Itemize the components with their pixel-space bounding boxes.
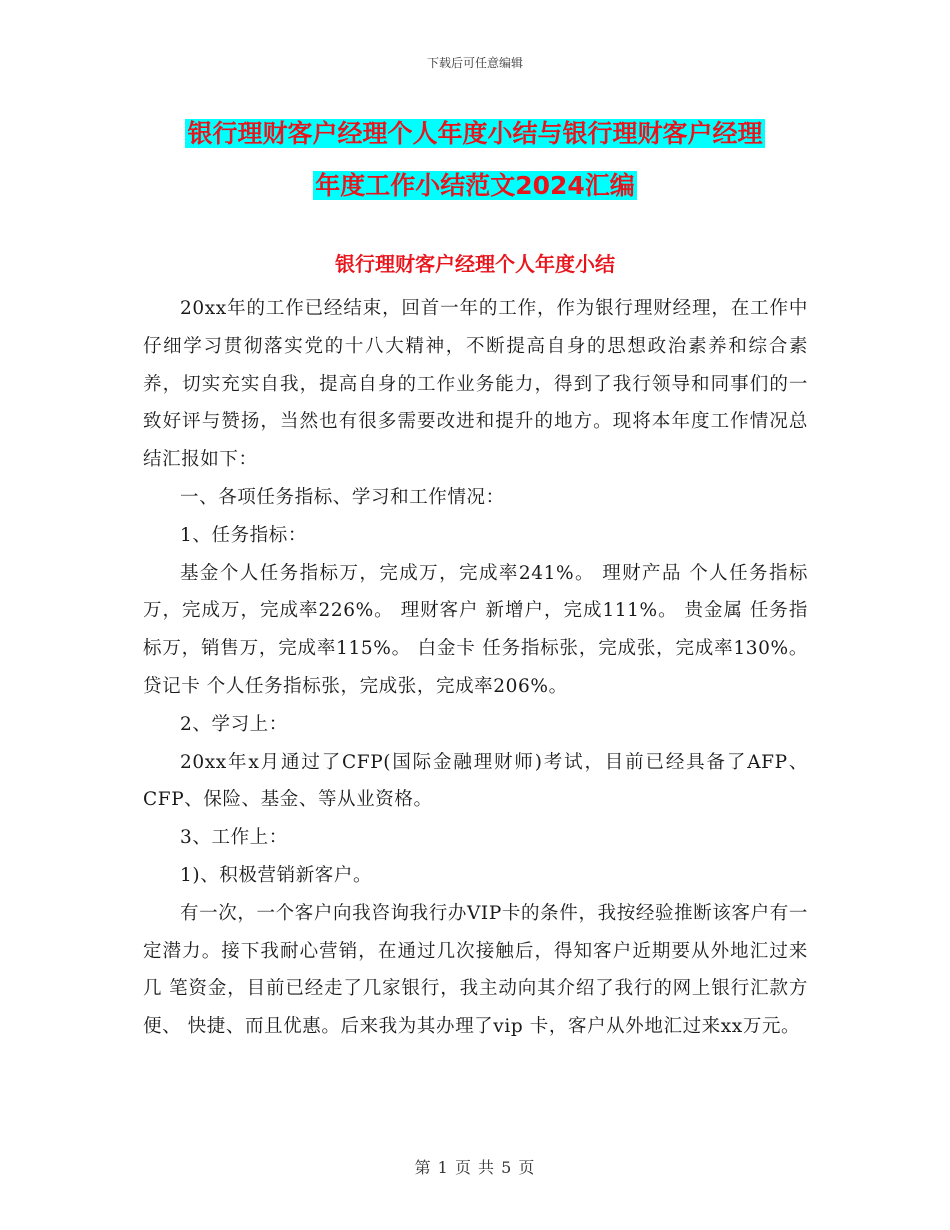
title-line-1-text: 银行理财客户经理个人年度小结与银行理财客户经理 (187, 119, 763, 148)
body-text (143, 290, 808, 1046)
paragraph-subheading-study: 2、学习上： (180, 713, 288, 735)
paragraph-tasks: 基金个人任务指标万，完成万，完成率241%。 理财产品 个人任务指标万，完成万，完成率226%。 理财客户 新增户，完成111%。 贵金属 任务指标万，销售万，完成率115%。 白金卡 任务指标张，完成张，完成率130%。贷记卡 个人任务指标张，完成张，完成率206%。 (143, 562, 808, 697)
paragraph-study: 20xx年x月通过了CFP(国际金融理财师)考试，目前已经具备了AFP、 CFP、保险、基金、等从业资格。 (143, 751, 808, 811)
title-line-2-text: 年度工作小结范文2024汇编 (315, 171, 635, 200)
document-title (0, 108, 950, 212)
title-line-2 (0, 160, 950, 212)
paragraph-work-item-1: 1)、积极营销新客户。 (180, 864, 373, 886)
paragraph-intro: 20xx年的工作已经结束，回首一年的工作，作为银行理财经理，在工作中仔细学习贯彻落实党的十八大精神，不断提高自身的思想政治素养和综合素养，切实充实自我，提高自身的工作业务能力，得到了我行领导和同事们的一致好评与赞扬，当然也有很多需要改进和提升的地方。现将本年度工作情况总结汇报如下： (143, 298, 808, 471)
page-footer: 第 1 页 共 5 页 (414, 1158, 536, 1177)
paragraph-work-story: 有一次，一个客户向我咨询我行办VIP卡的条件，我按经验推断该客户有一 定潜力。接下我耐心营销，在通过几次接触后，得知客户近期要从外地汇过来几 笔资金，目前已经走了几家银行，我主动向其介绍了我行的网上银行汇款方便、 快捷、而且优惠。后来我为其办理了vip 卡，客户从外地汇过来xx万元。 (143, 902, 808, 1038)
header-note: 下载后可任意编辑 (426, 56, 523, 70)
paragraph-subheading-tasks: 1、任务指标： (180, 524, 307, 546)
paragraph-subheading-work: 3、工作上： (180, 827, 288, 849)
paragraph-heading-1: 一、各项任务指标、学习和工作情况： (180, 486, 505, 508)
section-title: 银行理财客户经理个人年度小结 (335, 252, 615, 276)
title-line-1 (0, 108, 950, 160)
